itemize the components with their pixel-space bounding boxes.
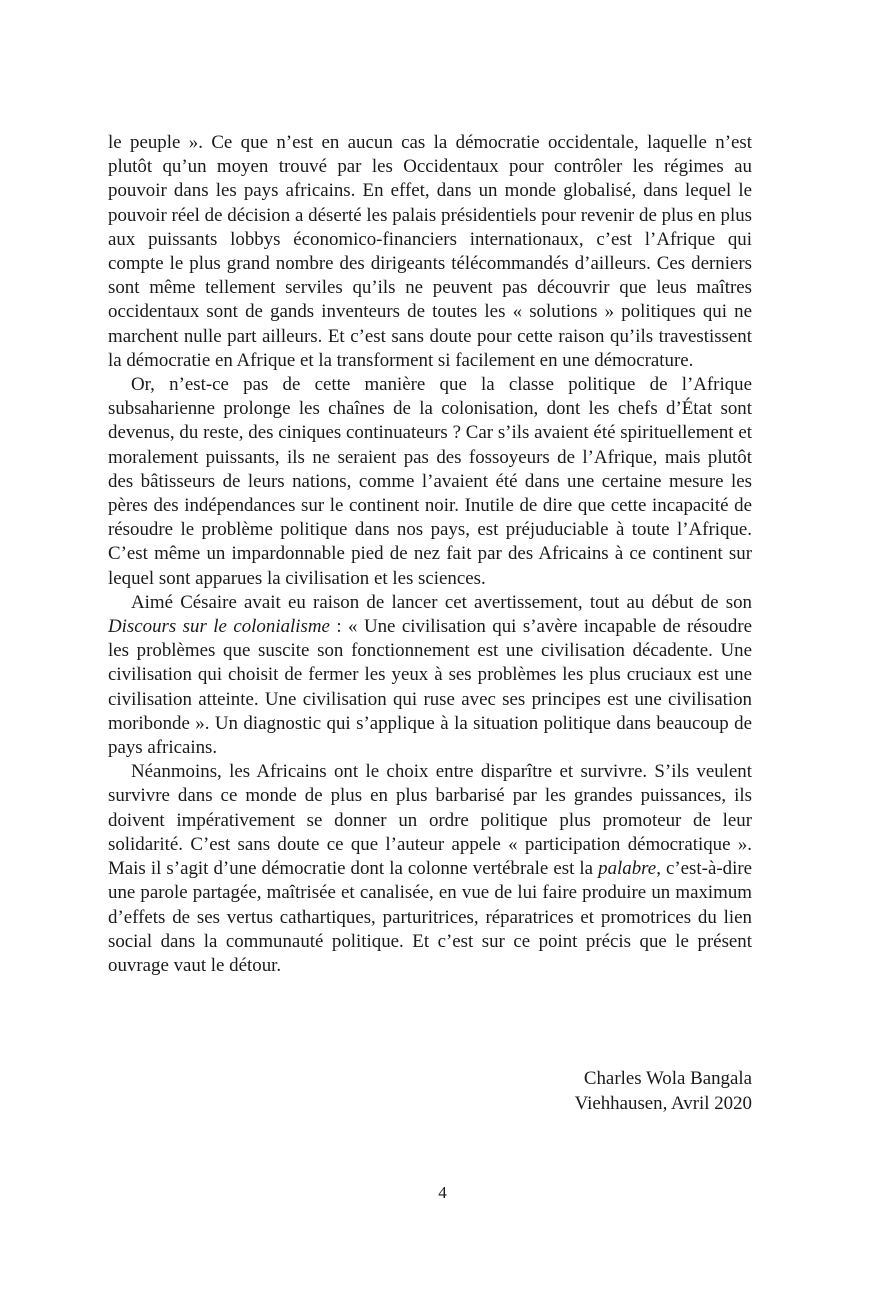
paragraph-colonisation: Or, n’est-ce pas de cette manière que la classe politique de l’Afrique subsaharienne prolonge les chaînes de la colonisation, dont les chefs d’État sont devenus, du reste, des ciniques continuateurs ? Car s’ils avaient été spirituellement et moralement puissants, ils ne seraient pas des fossoyeurs de l’Afrique, mais plutôt des bâtisseurs de leurs nations, comme l’avaient été dans une certaine mesure les pères des indépendances sur le continent noir. Inutile de dire que cette incapacité de résoudre le problème politique dans nos pays, est préjuduciable à toute l’Afrique. C’est même un impardonnable pied de nez fait par des Africains à ce continent sur lequel sont apparues la civilisation et les sciences. — [108, 374, 752, 589]
paragraph-conclusion — [108, 760, 752, 978]
paragraph-text: Néanmoins, les Africains ont le choix entre disparître et survivre. S’ils veulent survivre dans ce monde de plus en plus barbarisé par les grandes puissances, ils doivent impérativement se donner un ordre politique plus promoteur de leur solidarité. C’est sans doute ce que l’auteur appele « participation démocratique ». Mais il s’agit d’une démocratie dont la colonne vertébrale est la — [108, 761, 752, 880]
paragraph-cesaire-quote — [108, 591, 752, 760]
page-body — [108, 131, 752, 978]
signature-block — [575, 1066, 752, 1116]
signature-author: Charles Wola Bangala — [583, 1068, 752, 1089]
palabre-emphasis: palabre — [598, 858, 657, 880]
paragraph-text: : « Une civilisation qui s’avère incapable de résoudre les problèmes que suscite son fonctionnement est une civilisation décadente. Une civilisation qui choisit de fermer les yeux à ses problèmes les plus cruciaux est une civilisation atteinte. Une civilisation qui ruse avec ses principes est une civilisation moribonde ». Un diagnostic qui s’applique à la situation politique dans beaucoup de pays africains. — [108, 616, 752, 759]
paragraph-text: , c’est-à-dire une parole partagée, maîtrisée et canalisée, en vue de lui faire produire un maximum d’effets de ses vertus cathartiques, parturitrices, réparatrices et promotrices du lien social dans la communauté politique. Et c’est sur ce point précis que le présent ouvrage vaut le détour. — [108, 858, 752, 976]
paragraph-text: Aimé Césaire avait eu raison de lancer cet avertissement, tout au début de son — [131, 591, 752, 613]
signature-place-date: Viehhausen, Avril 2020 — [574, 1093, 752, 1114]
book-title-emphasis: Discours sur le colonialisme — [108, 616, 330, 638]
page-number: 4 — [438, 1183, 447, 1202]
paragraph-continuation: le peuple ». Ce que n’est en aucun cas la démocratie occidentale, laquelle n’est plutôt qu’un moyen trouvé par les Occidentaux pour contrôler les régimes au pouvoir dans les pays africains. En effet, dans un monde globalisé, dans lequel le pouvoir réel de décision a déserté les palais présidentiels pour revenir de plus en plus aux puissants lobbys économico-financiers internationaux, c’est l’Afrique qui compte le plus grand nombre des dirigeants télécommandés d’ailleurs. Ces derniers sont même tellement serviles qu’ils ne peuvent pas découvrir que leus maîtres occidentaux sont de gands inventeurs de toutes les « solutions » politiques qui ne marchent nulle part ailleurs. Et c’est sans doute pour cette raison qu’ils travestissent la démocratie en Afrique et la transforment si facilement en une démocrature. — [108, 132, 752, 371]
